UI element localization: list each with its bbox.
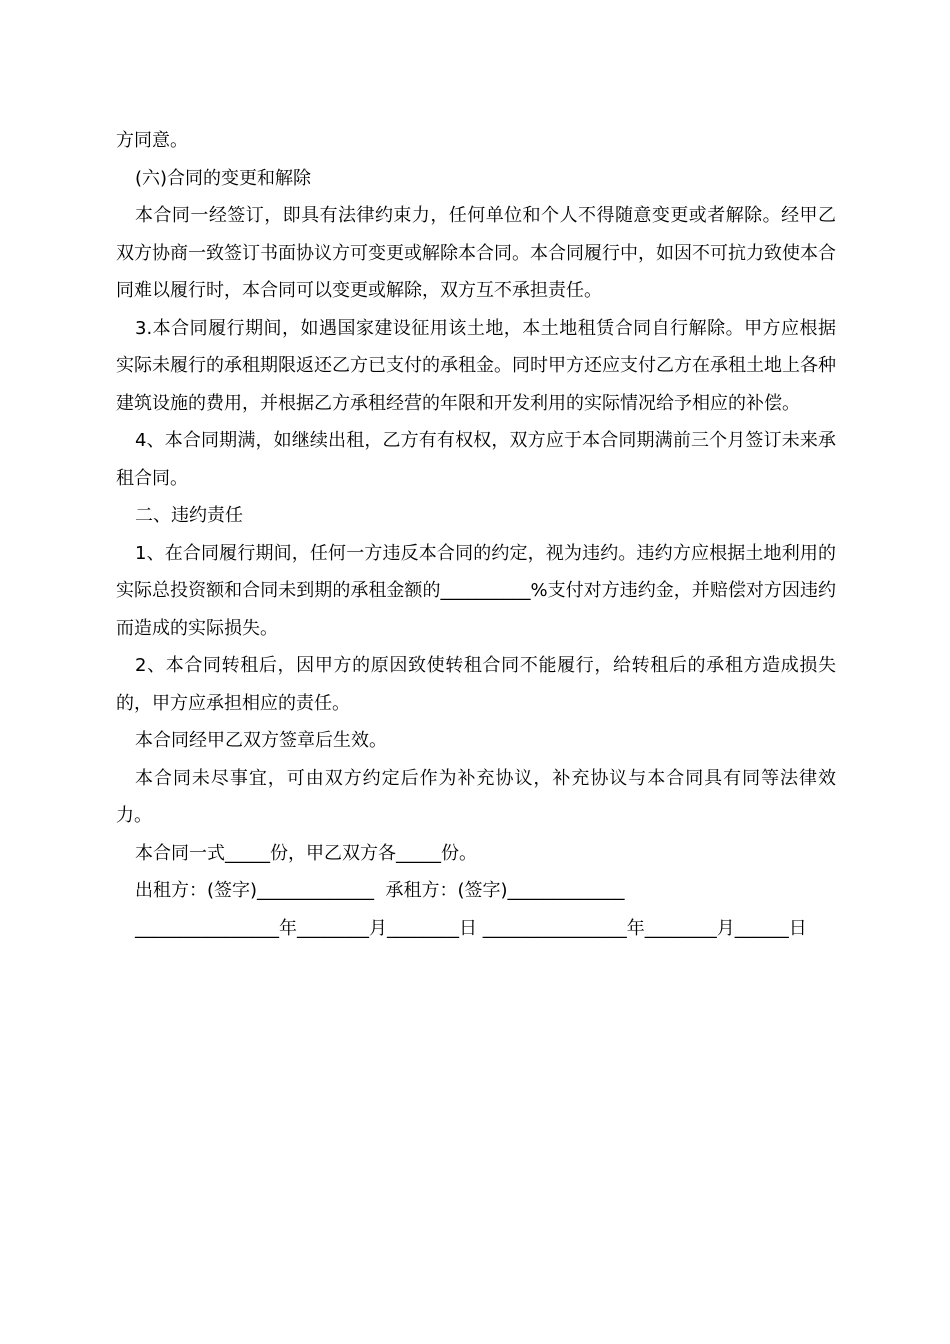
heading-contract-change: (六)合同的变更和解除: [135, 167, 312, 189]
paragraph-land-expropriation: 3.本合同履行期间，如遇国家建设征用该土地，本土地租赁合同自行解除。甲方应根据实际未履行的承租期限返还乙方已支付的承租金。同时甲方还应支付乙方在承租土地上各种建筑设施的费用，并根据乙方承租经营的年限和开发利用的实际情况给予相应的补偿。: [116, 317, 836, 414]
paragraph-copies: 本合同一式_____份，甲乙双方各_____份。: [135, 842, 477, 864]
heading-breach-liability: 二、违约责任: [135, 505, 243, 526]
paragraph-breach-penalty: 1、在合同履行期间，任何一方违反本合同的约定，视为违约。违约方应根据土地利用的实际总投资额和合同未到期的承租金额的__________%支付对方违约金，并赔偿对方因违约而造成的实际损失。: [116, 542, 836, 639]
paragraph-effective: 本合同经甲乙双方签章后生效。: [135, 730, 387, 751]
paragraph-prior-consent: 方同意。: [116, 130, 188, 151]
signature-line: 出租方：(签字)_____________ 承租方：(签字)_____________: [135, 880, 625, 901]
paragraph-contract-expiry: 4、本合同期满，如继续出租，乙方有有权权，双方应于本合同期满前三个月签订未来承租合同。: [116, 430, 836, 489]
date-line: ________________年________月________日 ________________年________月______日: [135, 917, 807, 939]
contract-body: [116, 122, 836, 947]
paragraph-binding-force: 本合同一经签订，即具有法律约束力，任何单位和个人不得随意变更或者解除。经甲乙双方协商一致签订书面协议方可变更或解除本合同。本合同履行中，如因不可抗力致使本合同难以履行时，本合同可以变更或解除，双方互不承担责任。: [116, 205, 836, 301]
paragraph-sublease-liability: 2、本合同转租后，因甲方的原因致使转租合同不能履行，给转租后的承租方造成损失的，甲方应承担相应的责任。: [116, 655, 836, 714]
paragraph-supplementary: 本合同未尽事宜，可由双方约定后作为补充协议，补充协议与本合同具有同等法律效力。: [116, 767, 836, 826]
